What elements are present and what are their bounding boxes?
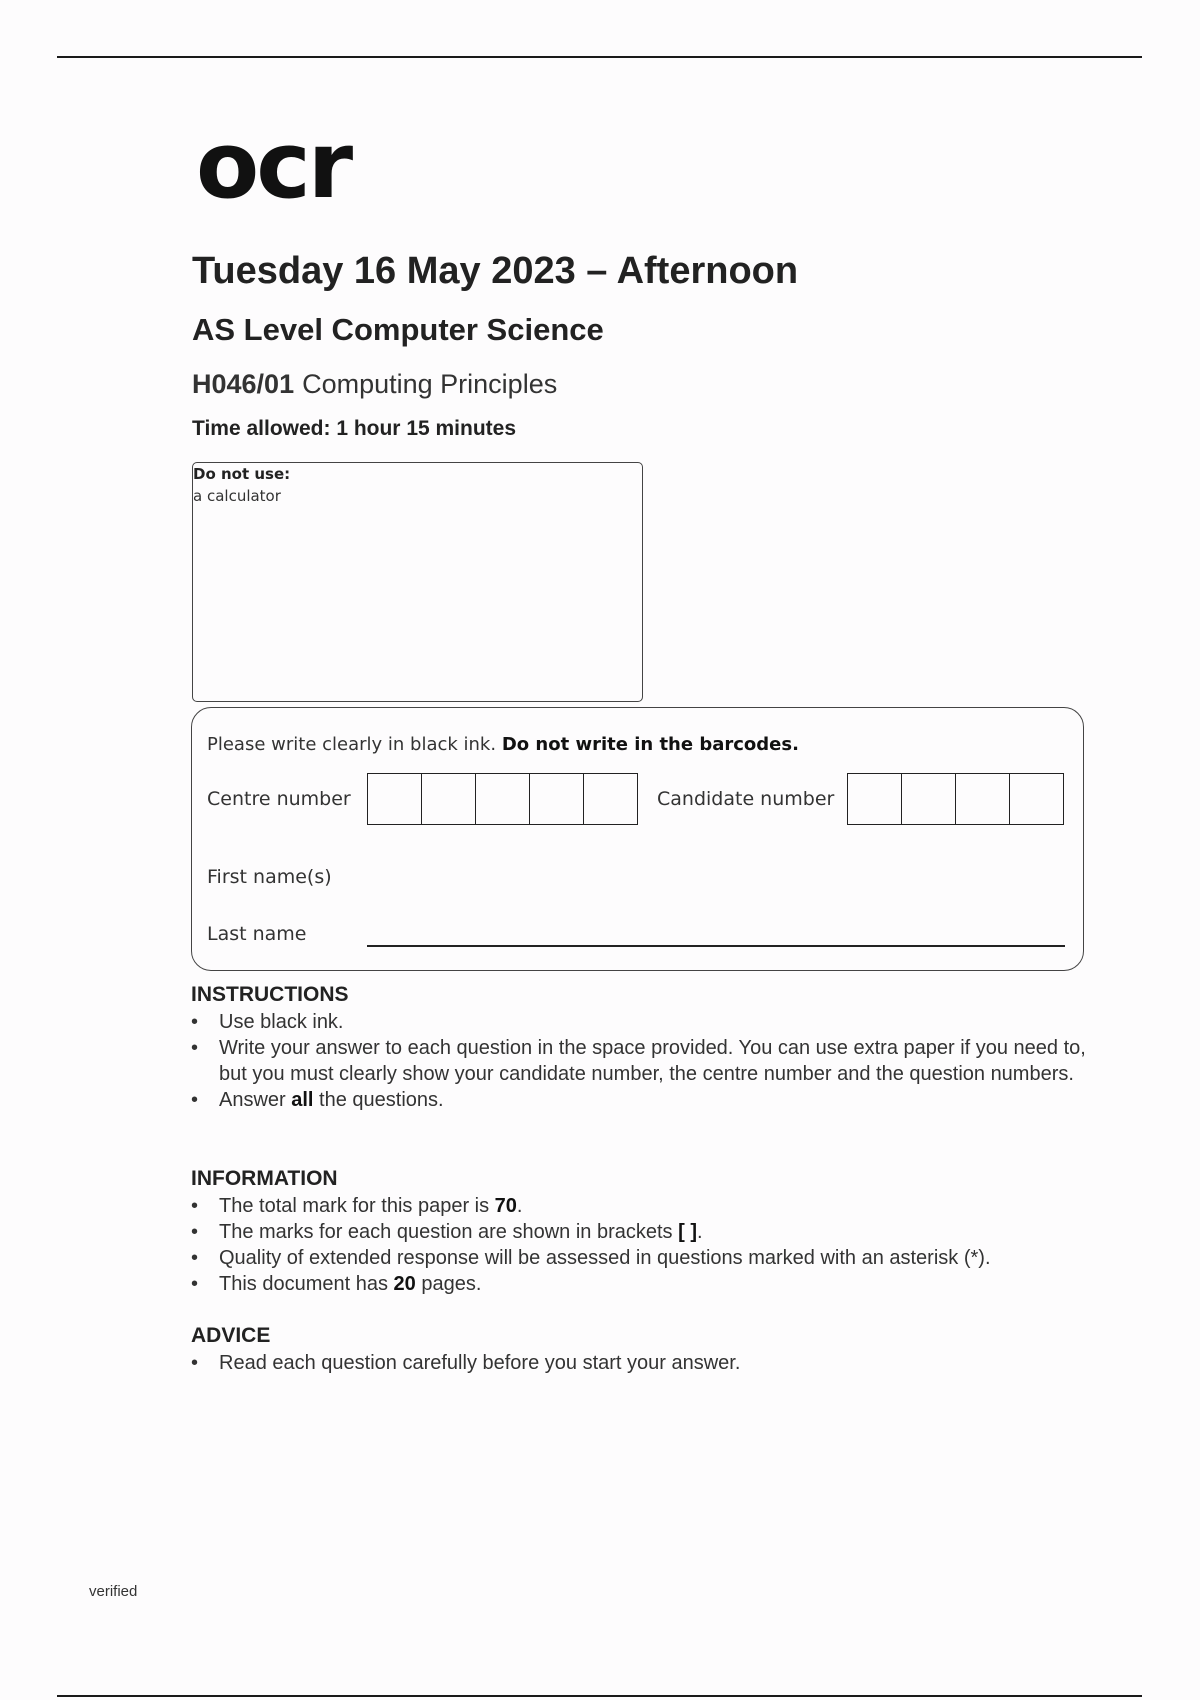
instructions-section — [191, 983, 1091, 1113]
information-section — [191, 1167, 1091, 1297]
last-name-label: Last name — [207, 923, 307, 945]
candidate-number-label: Candidate number — [657, 788, 835, 810]
information-item: • This document has 20 pages. — [191, 1273, 482, 1295]
exam-subject: AS Level Computer Science — [192, 312, 604, 347]
advice-item: • Read each question carefully before you start your answer. — [191, 1352, 741, 1374]
centre-digit-box[interactable] — [530, 774, 584, 824]
do-not-use-box — [192, 462, 643, 702]
barcode-notice-text: Do not write in the barcodes. — [501, 734, 799, 755]
verified-watermark: verified — [89, 1583, 138, 1600]
paper-code: H046/01 — [192, 369, 295, 399]
do-not-use-title: Do not use: — [193, 465, 291, 483]
instruction-item: • Use black ink. — [191, 1011, 344, 1033]
candidate-digit-box[interactable] — [956, 774, 1010, 824]
information-heading: INFORMATION — [191, 1167, 338, 1190]
centre-digit-box[interactable] — [368, 774, 422, 824]
paper-title: Computing Principles — [302, 369, 558, 399]
centre-digit-box[interactable] — [422, 774, 476, 824]
information-item: • The total mark for this paper is 70. — [191, 1195, 523, 1217]
paper-code-line — [192, 369, 557, 400]
bottom-rule — [57, 1695, 1142, 1697]
centre-number-field[interactable] — [367, 773, 638, 825]
centre-digit-box[interactable] — [476, 774, 530, 824]
candidate-digit-box[interactable] — [902, 774, 956, 824]
advice-heading: ADVICE — [191, 1324, 271, 1347]
ink-notice — [207, 734, 799, 755]
instructions-heading: INSTRUCTIONS — [191, 983, 349, 1006]
information-item: • Quality of extended response will be assessed in questions marked with an asterisk (*). — [191, 1247, 991, 1269]
last-name-field[interactable] — [367, 945, 1065, 947]
candidate-details-box — [191, 707, 1084, 971]
top-rule — [57, 56, 1142, 58]
centre-number-label: Centre number — [207, 788, 351, 810]
ocr-logo: ocr — [196, 112, 351, 219]
centre-digit-box[interactable] — [584, 774, 637, 824]
candidate-digit-box[interactable] — [1010, 774, 1063, 824]
do-not-use-item: a calculator — [193, 487, 281, 505]
advice-section — [191, 1324, 1091, 1376]
exam-date: Tuesday 16 May 2023 – Afternoon — [192, 250, 799, 292]
instruction-item: • Answer all the questions. — [191, 1089, 444, 1111]
instruction-item: • Write your answer to each question in the space provided. You can use extra paper if you need to, but you must clearly show your candidate number, the centre number and the question numbers. — [191, 1037, 1086, 1085]
candidate-number-field[interactable] — [847, 773, 1064, 825]
first-name-label: First name(s) — [207, 866, 332, 888]
candidate-digit-box[interactable] — [848, 774, 902, 824]
time-allowed: Time allowed: 1 hour 15 minutes — [192, 417, 517, 440]
information-item: • The marks for each question are shown in brackets [ ]. — [191, 1221, 703, 1243]
ink-notice-text: Please write clearly in black ink. — [207, 734, 497, 755]
